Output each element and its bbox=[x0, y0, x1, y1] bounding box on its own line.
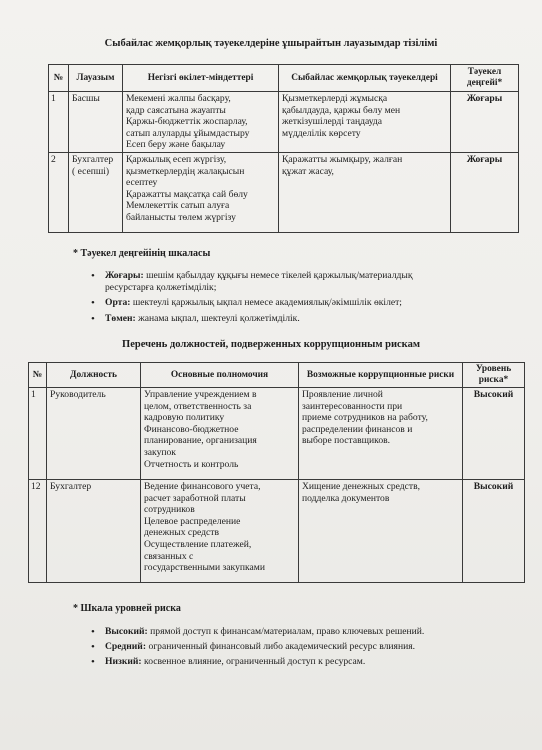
kz-risk-table bbox=[48, 64, 519, 233]
table-row bbox=[29, 388, 525, 480]
risks-line: жеткізушілерді таңдауда bbox=[282, 116, 383, 128]
scale-level-text: прямой доступ к финансам/материалам, право ключевых решений. bbox=[150, 626, 425, 637]
scale-level-text: жанама ықпал, шектеулі қолжетімділік. bbox=[138, 312, 300, 324]
risks-cell bbox=[279, 92, 451, 153]
duties-line: планирование, организация bbox=[144, 435, 257, 447]
duties-line: денежных средств bbox=[144, 527, 219, 539]
table-row bbox=[49, 92, 519, 153]
ru-header-level: Уровень риска* bbox=[463, 363, 525, 388]
duties-line: қадр саясатына жауапты bbox=[126, 104, 226, 116]
duties-line: государственными закупками bbox=[144, 562, 265, 574]
kz-header-num: № bbox=[49, 65, 69, 92]
risks-cell bbox=[299, 388, 463, 480]
ru-table-header-row bbox=[29, 363, 525, 388]
duties-line: Осуществление платежей, bbox=[144, 538, 252, 550]
duties-line: целом, ответственность за bbox=[144, 400, 252, 412]
duties-line: Мекемені жалпы басқару, bbox=[126, 93, 231, 104]
ru-title: Перечень должностей, подверженных коррупционным рискам bbox=[122, 339, 420, 350]
scale-level-text: косвенное влияние, ограниченный доступ к ресурсам. bbox=[144, 656, 366, 668]
kz-table-header-row bbox=[49, 65, 519, 92]
row-number: 1 bbox=[29, 388, 47, 480]
kz-header-duties: Негізгі өкілет-міндеттері bbox=[123, 65, 279, 92]
position-cell bbox=[47, 388, 141, 480]
kz-scale-list bbox=[91, 270, 511, 328]
scale-level-text: ограниченный финансовый либо академический ресурс влияния. bbox=[148, 641, 416, 653]
ru-header-risks: Возможные коррупционные риски bbox=[299, 363, 463, 388]
row-number: 1 bbox=[49, 92, 69, 153]
duties-line: Қаражатты мақсатқа сай бөлу bbox=[126, 188, 248, 200]
scale-level-text-cont: ресурстарға қолжетімділік; bbox=[105, 282, 217, 294]
duties-line: Управление учреждением в bbox=[144, 389, 257, 400]
duties-line: кадровую политику bbox=[144, 412, 225, 424]
duties-line: Қаржылық есеп жүргізу, bbox=[126, 153, 227, 165]
risks-line: распределении финансов и bbox=[302, 423, 413, 435]
duties-line: связанных с bbox=[144, 550, 194, 562]
kz-header-position: Лауазым bbox=[69, 65, 123, 92]
risks-line: приеме сотрудников на работу, bbox=[302, 412, 428, 424]
position-cell bbox=[69, 152, 123, 232]
ru-header-num: № bbox=[29, 363, 47, 388]
scale-item bbox=[91, 313, 511, 325]
duties-line: сатып алуларды ұйымдастыру bbox=[126, 127, 250, 139]
scale-level-label: Орта: bbox=[105, 297, 131, 309]
risk-level: Высокий bbox=[463, 480, 525, 583]
duties-cell bbox=[123, 92, 279, 153]
scale-level-label: Төмен: bbox=[105, 312, 136, 324]
risks-line: заинтересованности при bbox=[302, 400, 403, 412]
risks-line: выборе поставщиков. bbox=[302, 435, 391, 447]
ru-header-position: Должность bbox=[47, 363, 141, 388]
risks-line: подделка документов bbox=[302, 492, 390, 504]
risks-line: қабылдауда, қаржы бөлу мен bbox=[282, 104, 401, 116]
duties-line: Қаржы-бюджеттік жоспарлау, bbox=[126, 116, 248, 128]
kz-header-risks: Сыбайлас жемқорлық тәуекелдері bbox=[279, 65, 451, 92]
position-line: Бухгалтер bbox=[50, 481, 92, 492]
position-line: Руководитель bbox=[50, 389, 106, 400]
kz-header-level: Тәуекел деңгейі* bbox=[451, 65, 519, 92]
position-line: ( есепші) bbox=[72, 165, 110, 177]
duties-line: Мемлекеттік сатып алуға bbox=[126, 200, 230, 212]
risk-level: Жоғары bbox=[451, 92, 519, 153]
risk-level: Жоғары bbox=[451, 152, 519, 232]
row-number: 2 bbox=[49, 152, 69, 232]
risks-line: Хищение денежных средств, bbox=[302, 481, 421, 492]
kz-scale-title: * Тәуекел деңгейінің шкаласы bbox=[73, 248, 211, 259]
duties-line: Отчетность и контроль bbox=[144, 458, 239, 470]
risks-cell bbox=[279, 152, 451, 232]
duties-line: закупок bbox=[144, 446, 176, 458]
risk-level: Высокий bbox=[463, 388, 525, 480]
position-cell bbox=[69, 92, 123, 153]
row-number: 12 bbox=[29, 480, 47, 583]
duties-line: қызметкерлердің жалақысын bbox=[126, 165, 245, 177]
duties-line: есептеу bbox=[126, 177, 158, 189]
risks-line: Қаражатты жымқыру, жалған bbox=[282, 153, 403, 165]
scale-item bbox=[91, 641, 521, 653]
duties-cell bbox=[141, 388, 299, 480]
scale-item bbox=[91, 626, 521, 638]
scale-level-label: Высокий: bbox=[105, 626, 148, 637]
scale-level-label: Низкий: bbox=[105, 656, 142, 668]
risks-line: Проявление личной bbox=[302, 389, 383, 400]
duties-cell bbox=[123, 152, 279, 232]
position-line: Басшы bbox=[72, 93, 100, 104]
duties-line: Целевое распределение bbox=[144, 515, 241, 527]
ru-header-duties: Основные полномочия bbox=[141, 363, 299, 388]
duties-line: Ведение финансового учета, bbox=[144, 481, 261, 492]
duties-line: расчет заработной платы bbox=[144, 492, 246, 504]
table-row bbox=[29, 480, 525, 583]
ru-scale-title: * Шкала уровней риска bbox=[73, 603, 181, 614]
scale-level-text: шешім қабылдау құқығы немесе тікелей қаржылық/материалдық bbox=[146, 270, 413, 281]
scale-item bbox=[91, 297, 511, 309]
scale-item bbox=[91, 656, 521, 668]
duties-cell bbox=[141, 480, 299, 583]
position-cell bbox=[47, 480, 141, 583]
position-line: Бухгалтер bbox=[72, 153, 114, 165]
table-row bbox=[49, 152, 519, 232]
duties-line: сотрудников bbox=[144, 504, 195, 516]
kz-title: Сыбайлас жемқорлық тәуекелдеріне ұшырайтын лауазымдар тізілімі bbox=[104, 38, 438, 49]
scale-item bbox=[91, 270, 511, 294]
duties-line: Есеп беру және бақылау bbox=[126, 139, 226, 151]
ru-scale-list bbox=[91, 626, 521, 672]
ru-risk-table bbox=[28, 362, 525, 583]
risks-line: құжат жасау, bbox=[282, 165, 334, 177]
risks-line: мүдделілік көрсету bbox=[282, 127, 361, 139]
scale-level-text: шектеулі қаржылық ықпал немесе академиялық/әкімшілік өкілет; bbox=[132, 297, 402, 309]
scale-level-label: Жоғары: bbox=[105, 270, 144, 281]
risks-line: Қызметкерлерді жұмысқа bbox=[282, 93, 388, 104]
scale-level-label: Средний: bbox=[105, 641, 147, 653]
risks-cell bbox=[299, 480, 463, 583]
duties-line: Финансово-бюджетное bbox=[144, 423, 239, 435]
duties-line: байланысты төлем жүргізу bbox=[126, 211, 236, 223]
